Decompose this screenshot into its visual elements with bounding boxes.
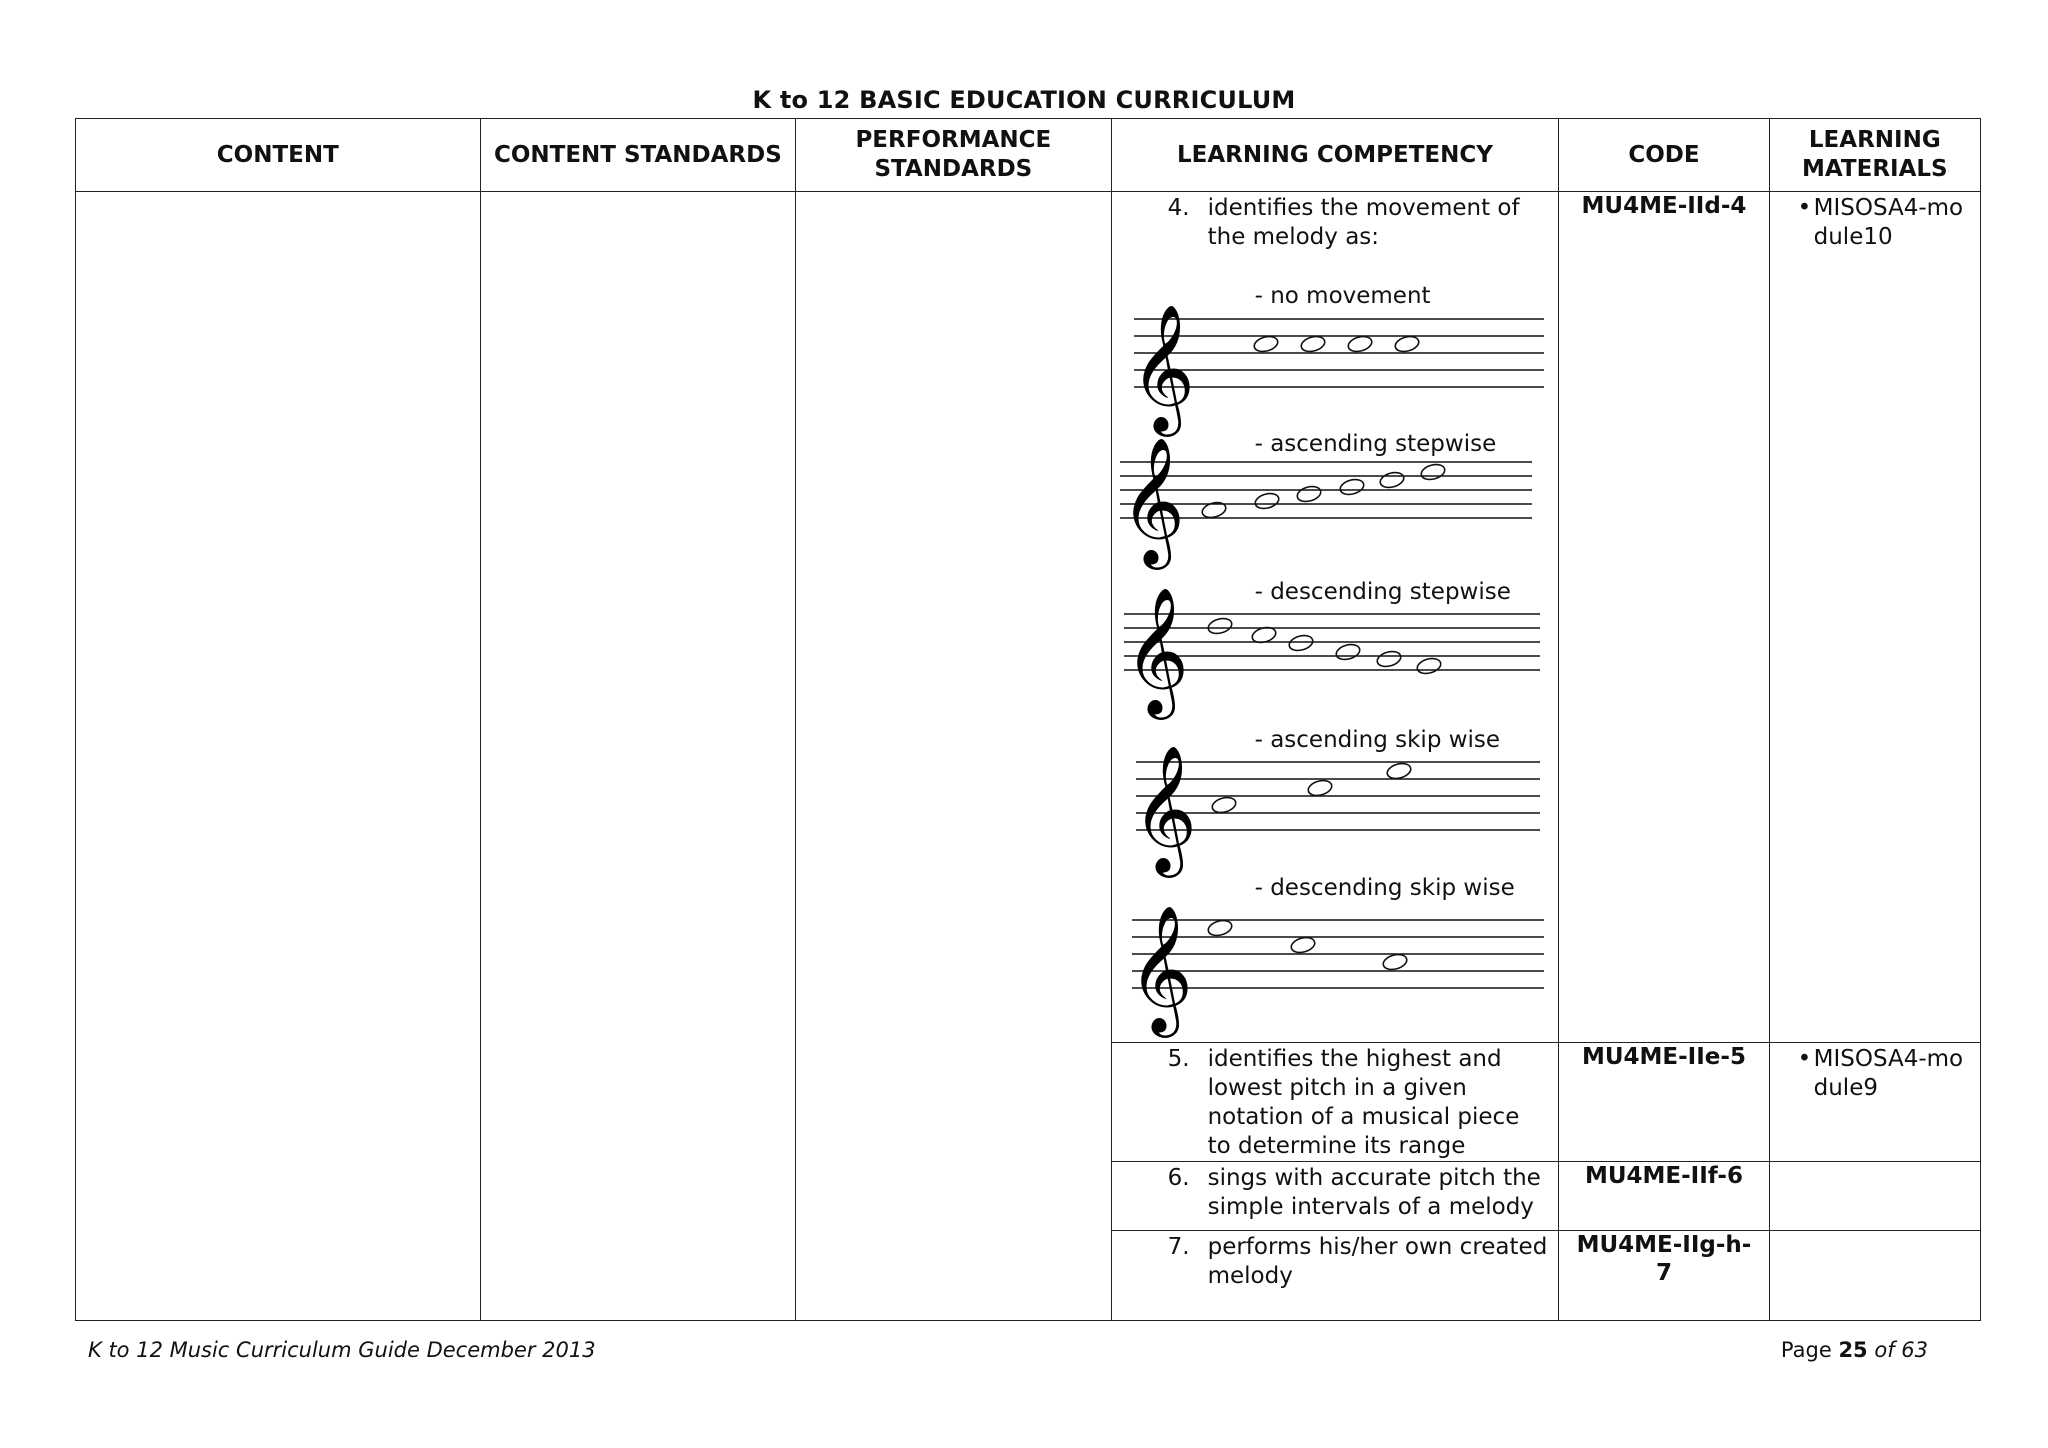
movement-label-descending-stepwise: - descending stepwise <box>1254 579 1511 605</box>
materials-cell <box>1769 192 1980 1043</box>
header-learning-competency: LEARNING COMPETENCY <box>1111 119 1559 192</box>
note <box>1393 334 1420 354</box>
note <box>1253 491 1280 511</box>
footer-page-of: of 63 <box>1874 1338 1928 1362</box>
competency-item <box>1112 1162 1559 1222</box>
competency-number: 4. <box>1167 195 1190 221</box>
competency-number: 5. <box>1167 1046 1190 1072</box>
treble-clef-icon: 𝄞 <box>1129 303 1195 431</box>
note <box>1338 477 1365 497</box>
content-standards-cell <box>480 192 795 1321</box>
competency-item <box>1112 192 1559 252</box>
note <box>1415 656 1442 676</box>
competency-cell <box>1111 1231 1559 1321</box>
note <box>1378 470 1405 490</box>
competency-text: identifies the highest and lowest pitch in a given notation of a musical piece to determine its range <box>1207 1046 1520 1159</box>
material-item <box>1770 1043 1980 1103</box>
competency-number: 7. <box>1167 1234 1190 1260</box>
code-cell: MU4ME-IIe-5 <box>1559 1043 1769 1162</box>
document-title: K to 12 BASIC EDUCATION CURRICULUM <box>752 86 1296 114</box>
content-cell <box>76 192 481 1321</box>
treble-clef-icon: 𝄞 <box>1131 744 1197 872</box>
staff-ascending-skip <box>1120 744 1550 872</box>
materials-cell <box>1769 1043 1980 1162</box>
header-materials-line2: MATERIALS <box>1802 156 1948 182</box>
note <box>1289 935 1316 955</box>
material-text: MISOSA4-module9 <box>1813 1046 1964 1101</box>
note <box>1287 633 1314 653</box>
header-performance-standards <box>796 119 1111 192</box>
treble-clef-icon: 𝄞 <box>1127 904 1193 1032</box>
competency-cell <box>1111 1043 1559 1162</box>
code-cell: MU4ME-IId-4 <box>1559 192 1769 1043</box>
competency-number: 6. <box>1167 1165 1190 1191</box>
footer-page-word: Page <box>1780 1338 1832 1362</box>
performance-standards-cell <box>796 192 1111 1321</box>
staff-no-movement <box>1120 303 1550 431</box>
footer-page-number: 25 <box>1838 1338 1868 1362</box>
note <box>1295 484 1322 504</box>
movement-label-descending-skip: - descending skip wise <box>1254 875 1515 901</box>
note <box>1375 649 1402 669</box>
note <box>1206 616 1233 636</box>
note <box>1419 462 1446 482</box>
note <box>1334 642 1361 662</box>
materials-cell <box>1769 1162 1980 1231</box>
header-row <box>76 119 1981 192</box>
footer-page <box>1781 1338 1928 1362</box>
treble-clef-icon: 𝄞 <box>1123 586 1189 714</box>
note <box>1210 795 1237 815</box>
note <box>1306 778 1333 798</box>
competency-item <box>1112 1043 1559 1161</box>
material-item <box>1770 192 1980 252</box>
header-performance-line1: PERFORMANCE <box>855 127 1052 153</box>
competency-cell <box>1111 192 1559 1043</box>
material-text: MISOSA4-module10 <box>1813 195 1964 250</box>
note <box>1346 334 1373 354</box>
note <box>1200 500 1227 520</box>
materials-cell <box>1769 1231 1980 1321</box>
header-performance-line2: STANDARDS <box>874 156 1033 182</box>
competency-item <box>1112 1231 1559 1291</box>
note <box>1252 334 1279 354</box>
competency-text: sings with accurate pitch the simple intervals of a melody <box>1207 1165 1541 1220</box>
header-content-standards: CONTENT STANDARDS <box>480 119 795 192</box>
note <box>1206 918 1233 938</box>
treble-clef-icon: 𝄞 <box>1119 436 1185 564</box>
note <box>1299 334 1326 354</box>
competency-text: identifies the movement of the melody as: <box>1207 195 1520 250</box>
footer-guide: K to 12 Music Curriculum Guide December 2013 <box>88 1338 596 1362</box>
movement-label-ascending-skip: - ascending skip wise <box>1254 727 1501 753</box>
header-learning-materials <box>1769 119 1980 192</box>
header-content: CONTENT <box>76 119 481 192</box>
bullet-icon: • <box>1797 1046 1812 1072</box>
staff-descending-skip <box>1120 898 1550 1032</box>
note <box>1385 761 1412 781</box>
bullet-icon: • <box>1797 195 1812 221</box>
note <box>1381 952 1408 972</box>
header-code: CODE <box>1559 119 1769 192</box>
table-row <box>76 192 1981 1043</box>
curriculum-table <box>75 118 1981 1321</box>
movement-label-no-movement: - no movement <box>1254 283 1431 309</box>
competency-cell <box>1111 1162 1559 1231</box>
header-materials-line1: LEARNING <box>1808 127 1941 153</box>
movement-label-ascending-stepwise: - ascending stepwise <box>1254 431 1497 457</box>
competency-text: performs his/her own created melody <box>1207 1234 1548 1289</box>
code-cell: MU4ME-IIf-6 <box>1559 1162 1769 1231</box>
code-cell: MU4ME-IIg-h-7 <box>1559 1231 1769 1321</box>
